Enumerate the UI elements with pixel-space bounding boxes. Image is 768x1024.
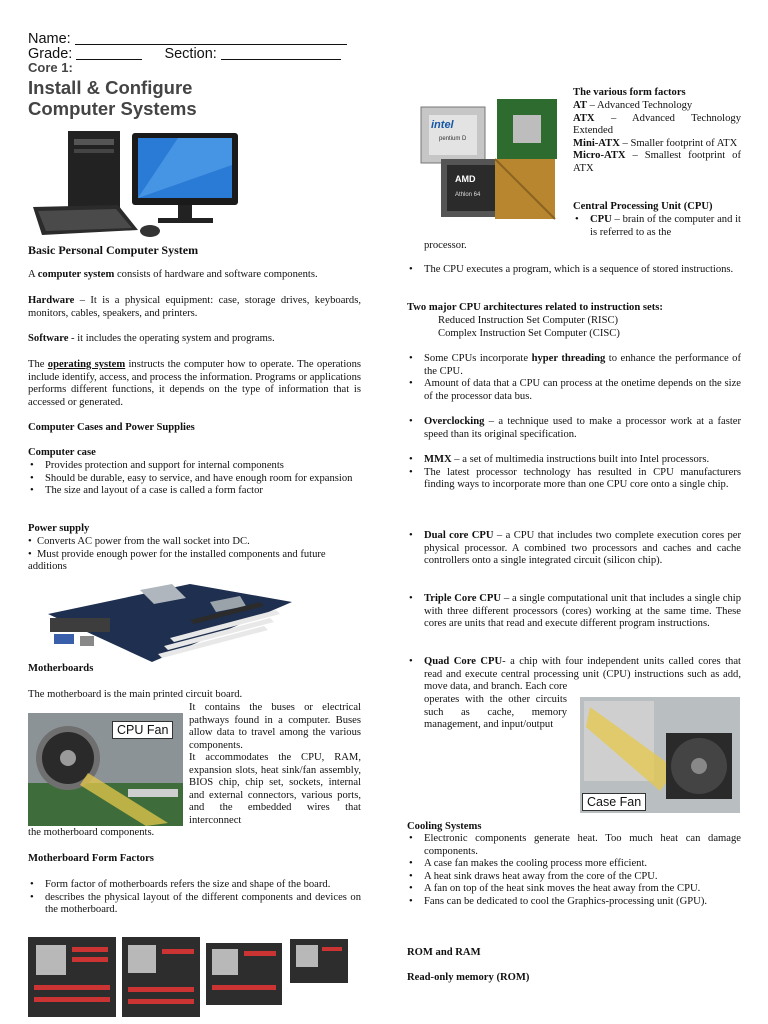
list-item: • Must provide enough power for the installed components and future additions xyxy=(28,548,326,573)
cpu-processors-image xyxy=(415,97,567,224)
risc-line: Reduced Instruction Set Computer (RISC) xyxy=(438,315,619,326)
motherboard-accommodates-paragraph: It accommodates the CPU, RAM, expansion slots, heat sink/fan assembly, BIOS chip, chip set, sockets, internal and external connectors, various ports, and the embedded wires that interconnect xyxy=(189,752,361,826)
motherboard-image xyxy=(40,580,295,664)
list-item: • A heat sink draws heat away from the core of the CPU. xyxy=(407,871,741,884)
cpu-heading: Central Processing Unit (CPU) xyxy=(573,201,713,212)
case-fan-label: Case Fan xyxy=(582,793,646,811)
basic-pc-heading: Basic Personal Computer System xyxy=(28,243,199,257)
computer-system-paragraph: A computer system consists of hardware and software components. xyxy=(28,269,318,280)
grade-line xyxy=(28,45,358,63)
cooling-list xyxy=(407,833,741,909)
motherboard-form-factors-list xyxy=(28,879,361,917)
mmx-list xyxy=(407,454,741,492)
list-item: • Electronic components generate heat. Too much heat can damage components. xyxy=(407,833,741,858)
motherboard-components-line: the motherboard components. xyxy=(28,827,155,838)
list-item: • Overclocking – a technique used to make a processor work at a faster speed than its original specification. xyxy=(407,416,741,441)
motherboard-form-factor-images xyxy=(28,937,350,1017)
cpu-fan-label: CPU Fan xyxy=(112,721,173,739)
list-item: • Triple Core CPU – a single computational unit that includes a single chip with three different processors (cores) working at the same time. These cores are units that read and execute different program instructions. xyxy=(407,593,741,631)
computer-case-heading: Computer case xyxy=(28,447,96,458)
list-item: • The size and layout of a case is called a form factor xyxy=(28,485,361,498)
list-item: • Fans can be dedicated to cool the Graphics-processing unit (GPU). xyxy=(407,896,741,909)
list-item: • The CPU executes a program, which is a sequence of stored instructions. xyxy=(407,264,741,277)
power-supply-heading: Power supply xyxy=(28,523,90,534)
form-factors-list xyxy=(573,100,741,176)
computer-system-term: computer system xyxy=(37,269,115,280)
list-item: • Form factor of motherboards refers the size and shape of the board. xyxy=(28,879,361,892)
section-label: Section: xyxy=(164,46,217,62)
grade-field[interactable] xyxy=(76,45,142,60)
power-supply-list xyxy=(28,536,361,574)
computer-case-list xyxy=(28,460,361,498)
cpu-definition xyxy=(573,214,741,239)
list-item: Mini-ATX – Smaller footprint of ATX xyxy=(573,137,738,149)
list-item: AT – Advanced Technology xyxy=(573,100,693,111)
list-item: • Dual core CPU – a CPU that includes two complete execution cores per physical processor. A combined two processors and caches and cache controllers onto a single integrated circuit (silicon chip). xyxy=(407,530,741,568)
amd-logo-text: AMD xyxy=(455,174,476,184)
overclocking-list xyxy=(407,416,741,441)
rom-ram-heading: ROM and RAM xyxy=(407,947,481,958)
list-item: ATX – Advanced Technology Extended xyxy=(573,112,741,137)
dual-core-list xyxy=(407,530,741,568)
hyper-threading-term: hyper threading xyxy=(531,353,606,364)
software-term: Software xyxy=(28,333,69,344)
cisc-line: Complex Instruction Set Computer (CISC) xyxy=(438,328,620,339)
list-item: • MMX – a set of multimedia instructions built into Intel processors. xyxy=(407,454,741,467)
form-factors-heading: The various form factors xyxy=(573,87,686,98)
title-line-2: Computer Systems xyxy=(28,98,197,119)
list-item: • describes the physical layout of the different components and devices on the motherboard. xyxy=(28,892,361,917)
name-label: Name: xyxy=(28,31,71,47)
name-field[interactable] xyxy=(75,30,347,45)
architectures-heading: Two major CPU architectures related to instruction sets: xyxy=(407,302,663,313)
motherboard-buses-paragraph: It contains the buses or electrical pathways found in a computer. Buses allow data to travel among the various components. xyxy=(189,702,361,751)
list-item: • CPU – brain of the computer and it is referred to as the xyxy=(573,214,741,239)
pentium-text: pentium D xyxy=(439,136,467,142)
intel-logo-text: intel xyxy=(431,119,454,131)
motherboards-heading: Motherboards xyxy=(28,663,94,674)
case-fan-image xyxy=(580,697,740,813)
software-paragraph: Software - it includes the operating system and programs. xyxy=(28,333,275,344)
list-item: • Some CPUs incorporate hyper threading to enhance the performance of the CPU. xyxy=(407,353,741,378)
hardware-paragraph: Hardware – It is a physical equipment: case, storage drives, keyboards, monitors, cables, speakers, and printers. xyxy=(28,295,361,319)
list-item: • A fan on top of the heat sink moves the heat away from the CPU. xyxy=(407,883,741,896)
cpu-definition-end: processor. xyxy=(424,240,467,251)
athlon-text: Athlon 64 xyxy=(455,192,481,198)
core-label: Core 1: xyxy=(28,60,73,75)
operating-system-paragraph: The operating system instructs the computer how to operate. The operations include identify, access, and process the information. Programs or applications performs different functions, it depends on the type of information that is accessed or generated. xyxy=(28,359,362,408)
section-field[interactable] xyxy=(221,45,341,60)
list-item: • Provides protection and support for internal components xyxy=(28,460,361,473)
motherboard-main-line: The motherboard is the main printed circuit board. xyxy=(28,689,243,700)
page-title xyxy=(28,77,197,119)
quad-core-end: operates with the other circuits such as cache, memory management, and input/output xyxy=(424,694,567,731)
list-item: Micro-ATX – Smallest footprint of ATX xyxy=(573,150,741,174)
motherboard-form-factors-heading: Motherboard Form Factors xyxy=(28,853,154,864)
computer-system-image xyxy=(28,125,243,243)
quad-core-list xyxy=(407,656,741,694)
list-item: • Converts AC power from the wall socket into DC. xyxy=(28,536,250,547)
rom-heading: Read-only memory (ROM) xyxy=(407,972,530,983)
list-item: • A case fan makes the cooling process more efficient. xyxy=(407,858,741,871)
cpu-fan-image xyxy=(28,713,183,826)
triple-core-list xyxy=(407,593,741,631)
hardware-term: Hardware xyxy=(28,295,75,306)
list-item: • Quad Core CPU- a chip with four independent units called cores that read and execute central processing unit (CPU) instructions such as add, move data, and branch. Each core xyxy=(407,656,741,694)
list-item: • Should be durable, easy to service, and have enough room for expansion xyxy=(28,473,361,486)
cooling-heading: Cooling Systems xyxy=(407,821,482,832)
title-line-1: Install & Configure xyxy=(28,77,193,98)
cpu-features-list xyxy=(407,353,741,403)
cpu-exec-list xyxy=(407,264,741,277)
grade-label: Grade: xyxy=(28,46,73,62)
cases-heading: Computer Cases and Power Supplies xyxy=(28,422,195,433)
operating-system-term: operating system xyxy=(47,359,126,370)
list-item: • The latest processor technology has resulted in CPU manufacturers finding ways to incorporate more than one CPU core onto a single chip. xyxy=(407,467,741,492)
list-item: • Amount of data that a CPU can process at the onetime depends on the size of the processor data bus. xyxy=(407,378,741,403)
